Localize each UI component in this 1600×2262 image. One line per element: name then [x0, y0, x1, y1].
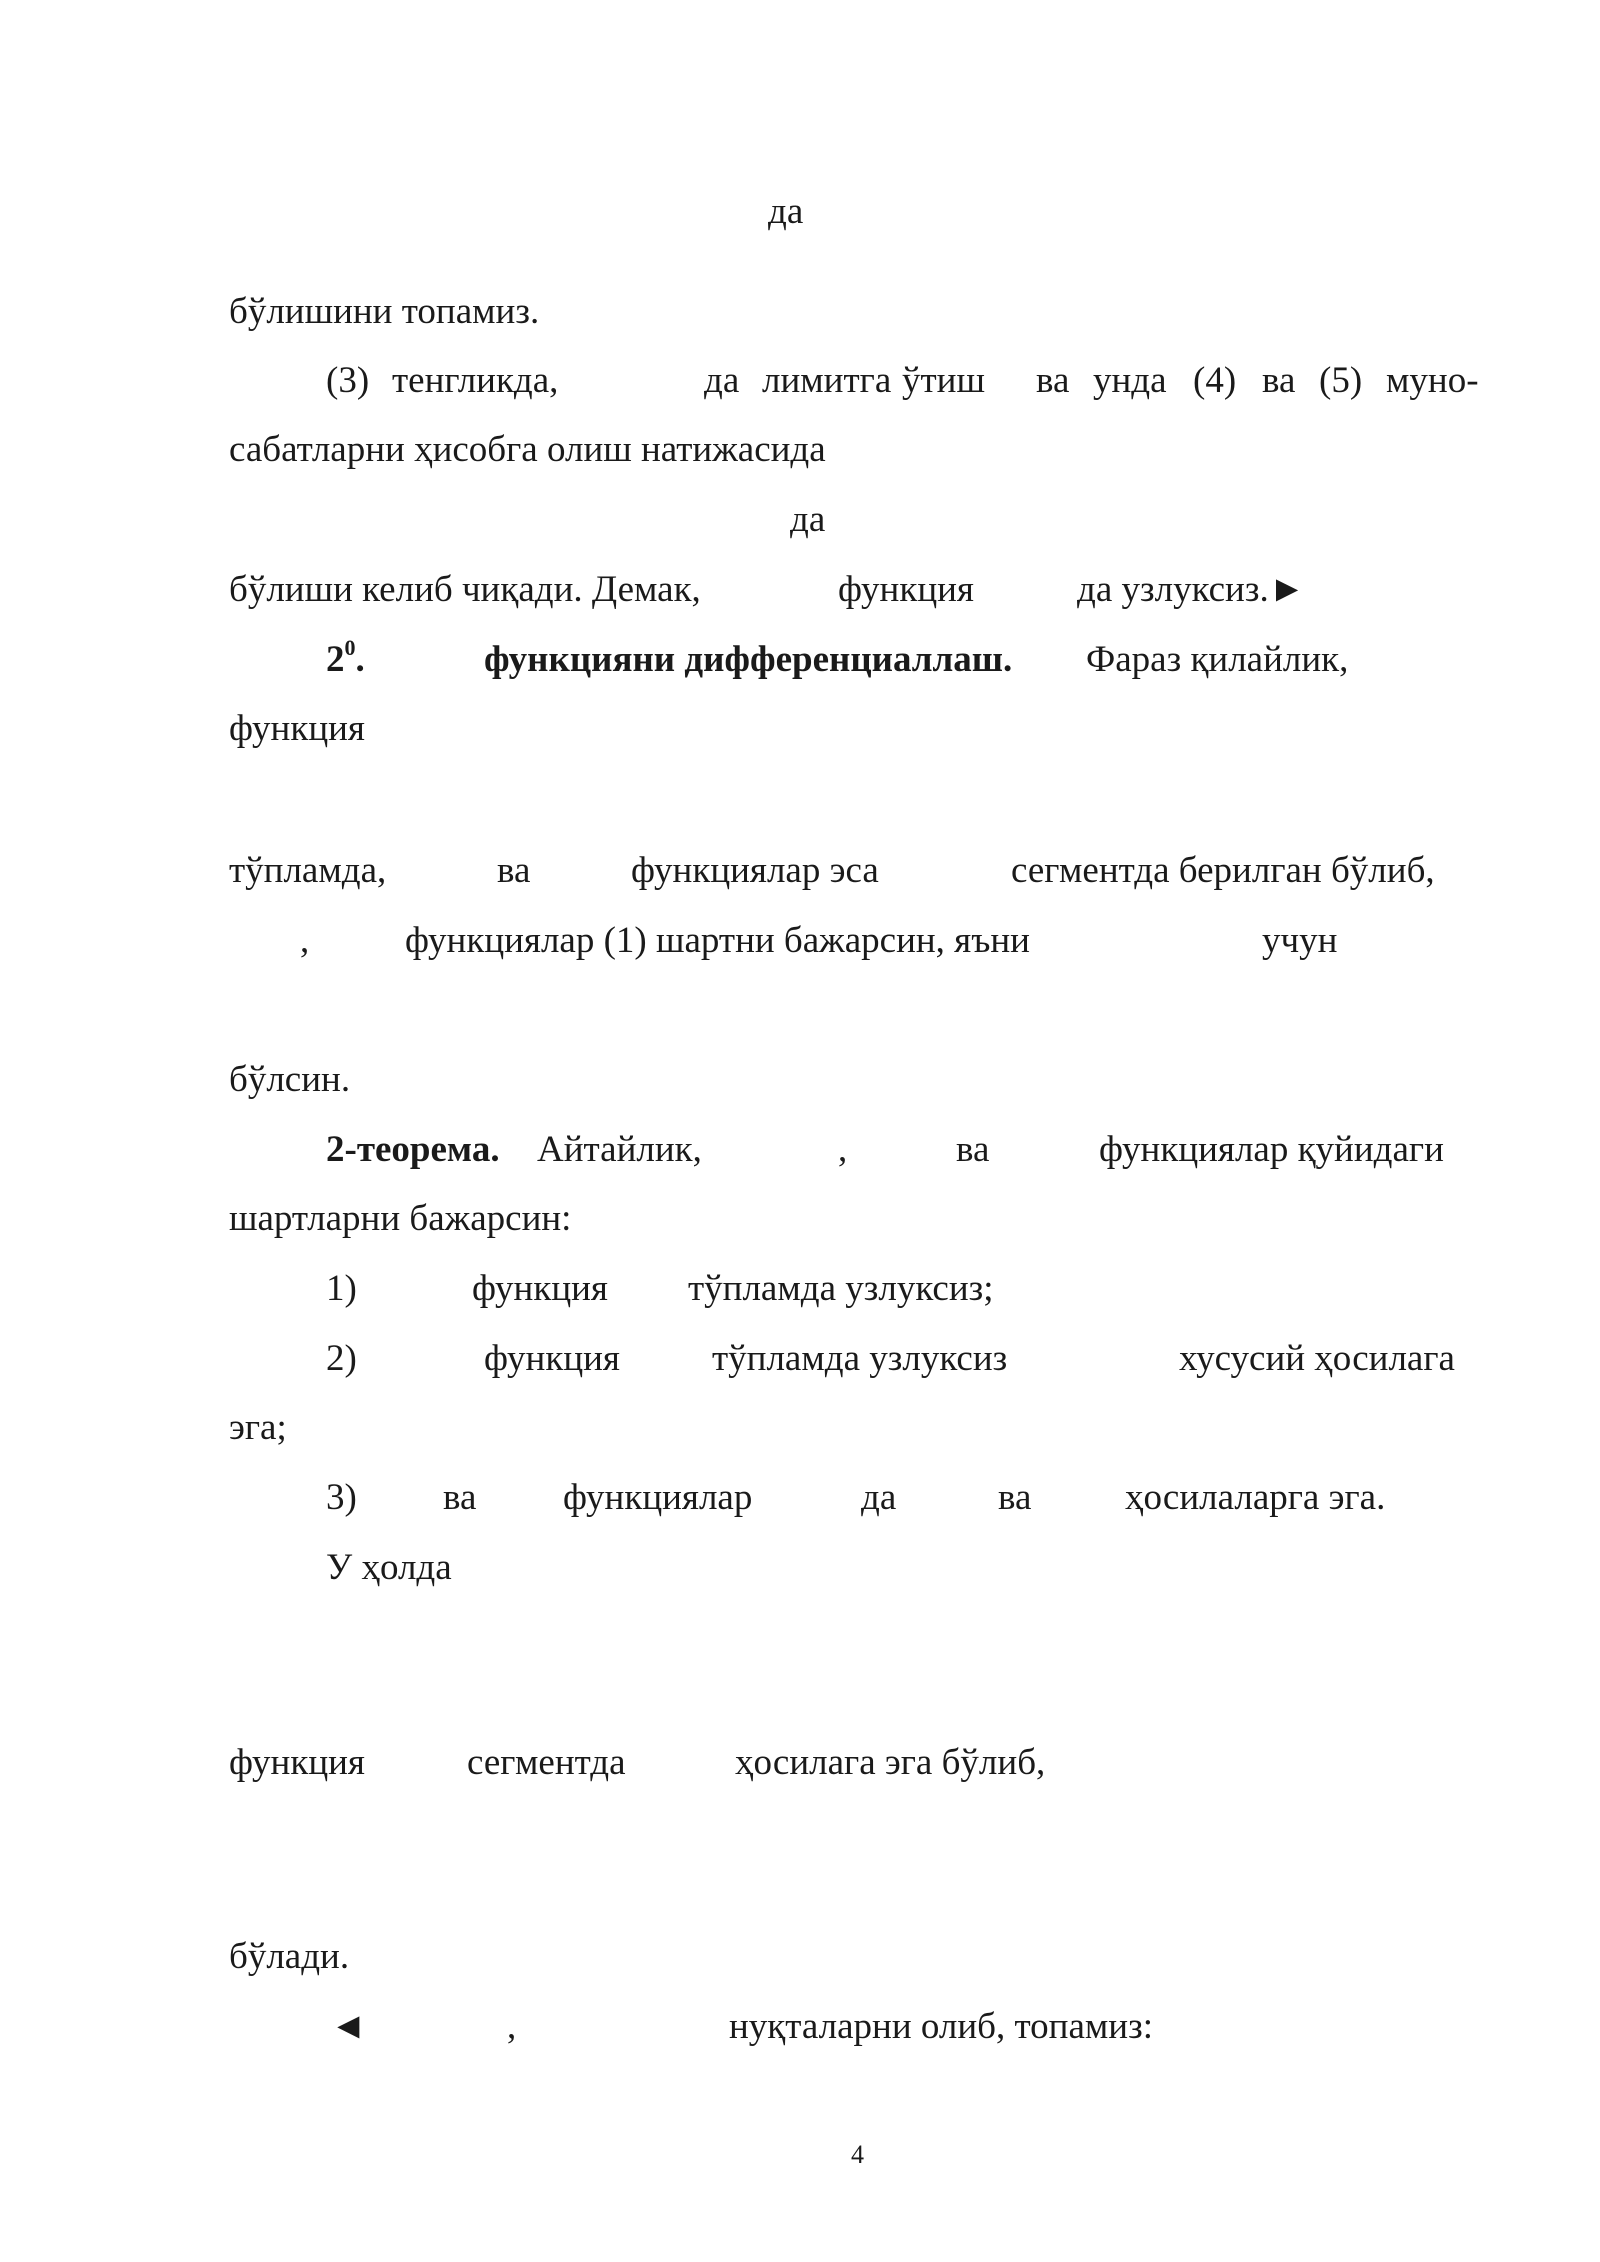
paragraph-line: бўлсин.: [229, 1059, 351, 1100]
text-fragment: функция: [838, 569, 974, 610]
text-fragment: ва: [956, 1129, 990, 1170]
text-da: да: [790, 499, 826, 540]
text-fragment: ва: [443, 1477, 477, 1518]
text-fragment: Фараз қилайлик,: [1086, 639, 1349, 680]
text-fragment: ҳосилага эга бўлиб,: [735, 1742, 1046, 1783]
paragraph-line: шартларни бажарсин:: [229, 1198, 572, 1239]
text-fragment: ва: [998, 1477, 1032, 1518]
text-fragment: ва: [1036, 360, 1070, 401]
text-fragment: Айтайлик,: [537, 1129, 702, 1170]
text-fragment: функциялар (1) шартни бажарсин, яъни: [405, 920, 1030, 961]
text-fragment: функциялар эса: [631, 850, 879, 891]
text-fragment: функциялар: [563, 1477, 753, 1518]
text-fragment: (3): [326, 360, 370, 401]
page-number: 4: [851, 2140, 864, 2169]
text-fragment: функция: [472, 1268, 608, 1309]
text-fragment: сегментда: [467, 1742, 626, 1783]
text-fragment: функция: [484, 1338, 620, 1379]
text-fragment: тўпламда узлуксиз;: [688, 1268, 994, 1309]
text-da: да: [768, 191, 804, 232]
paragraph-line: эга;: [229, 1407, 287, 1448]
theorem-label: 2-теорема.: [326, 1129, 500, 1170]
text-fragment: ,: [838, 1129, 848, 1170]
section-heading: функцияни дифференциаллаш.: [484, 639, 1013, 680]
text-fragment: тўпламда узлуксиз: [712, 1338, 1008, 1379]
text-fragment: ,: [507, 2006, 517, 2047]
text-fragment: унда: [1093, 360, 1167, 401]
text-fragment: тўпламда,: [229, 850, 387, 891]
list-number: 1): [326, 1268, 357, 1309]
text-fragment: ,: [300, 920, 310, 961]
text-fragment: ва: [1262, 360, 1296, 401]
text-fragment: учун: [1262, 920, 1338, 961]
text-fragment: хусусий ҳосилага: [1179, 1338, 1455, 1379]
list-number: 2): [326, 1338, 357, 1379]
paragraph-line: бўлади.: [229, 1936, 350, 1977]
text-fragment: функциялар қуйидаги: [1099, 1129, 1444, 1170]
section-number: $2^0$.: [326, 635, 365, 680]
proof-start-icon: ◄: [330, 2006, 367, 2047]
text-fragment: нуқталарни олиб, топамиз:: [729, 2006, 1154, 2047]
text-fragment: да узлуксиз.►: [1077, 569, 1306, 610]
text-fragment: ҳосилаларга эга.: [1125, 1477, 1386, 1518]
paragraph-line: У ҳолда: [326, 1547, 452, 1588]
text-fragment: ўтиш: [902, 360, 985, 401]
list-number: 3): [326, 1477, 357, 1518]
text-fragment: муно-: [1386, 360, 1479, 401]
paragraph-line: сабатларни ҳисобга олиш натижасида: [229, 429, 826, 470]
paragraph-line: бўлишини топамиз.: [229, 291, 540, 332]
text-fragment: бўлиши келиб чиқади. Демак,: [229, 569, 701, 610]
text-fragment: функция: [229, 1742, 365, 1783]
text-fragment: лимитга: [762, 360, 892, 401]
paragraph-line: функция: [229, 708, 365, 749]
text-fragment: ва: [497, 850, 531, 891]
text-fragment: (5): [1319, 360, 1363, 401]
text-fragment: да: [704, 360, 740, 401]
text-fragment: тенгликда,: [392, 360, 559, 401]
text-fragment: (4): [1193, 360, 1237, 401]
text-fragment: да: [861, 1477, 897, 1518]
text-fragment: сегментда берилган бўлиб,: [1011, 850, 1435, 891]
